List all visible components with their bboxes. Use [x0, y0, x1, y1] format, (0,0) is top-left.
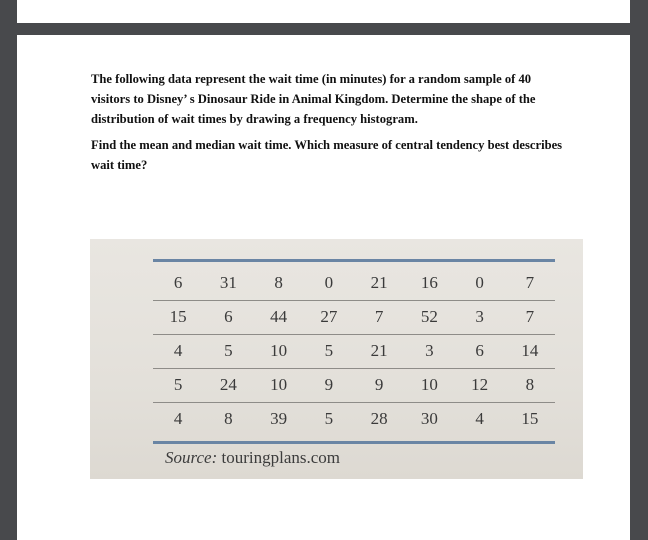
- table-cell: 4: [475, 409, 484, 428]
- table-cell: 10: [270, 375, 288, 394]
- table-cell: 0: [324, 273, 334, 292]
- table-cell: 15: [169, 307, 187, 326]
- table-bottom-rule: [153, 441, 555, 444]
- table-cell: 4: [173, 341, 183, 360]
- problem-question: Find the mean and median wait time. Which measure of central tendency best describes wait time?: [91, 138, 563, 172]
- table-cell: 30: [420, 409, 438, 428]
- table-cell: 21: [370, 273, 388, 292]
- table-cell: 3: [425, 341, 434, 360]
- table-cell: 24: [219, 375, 237, 394]
- table-cell: 6: [475, 341, 484, 360]
- table-cell: 7: [525, 307, 535, 326]
- table-row: [153, 334, 555, 368]
- source-caption: [165, 448, 340, 468]
- table-row: [153, 402, 555, 436]
- table-cell: 52: [420, 307, 438, 326]
- table-cell: 6: [224, 307, 233, 326]
- wait-time-table: [153, 266, 555, 436]
- table-cell: 8: [274, 273, 283, 292]
- table-cell: 3: [475, 307, 484, 326]
- table-cell: 21: [370, 341, 388, 360]
- table-cell: 27: [320, 307, 338, 326]
- table-cell: 16: [420, 273, 438, 292]
- problem-statement: The following data represent the wait time (in minutes) for a random sample of 40 visitors to Disney’ s Dinosaur Ride in Animal Kingdom. Determine the shape of the distribution of wait times by drawing a frequency histogram.: [91, 72, 536, 126]
- table-row: [153, 300, 555, 334]
- table-cell: 28: [370, 409, 388, 428]
- table-cell: 31: [219, 273, 237, 292]
- table-cell: 0: [475, 273, 484, 292]
- table-cell: 6: [173, 273, 183, 292]
- previous-page-edge: [17, 0, 630, 23]
- table-cell: 15: [521, 409, 539, 428]
- table-cell: 5: [324, 341, 334, 360]
- table-cell: 9: [374, 375, 384, 394]
- table-cell: 7: [525, 273, 535, 292]
- data-table-photo: [90, 239, 583, 479]
- table-cell: 5: [173, 375, 183, 394]
- table-cell: 8: [224, 409, 233, 428]
- document-page: [17, 35, 630, 540]
- table-cell: 10: [420, 375, 438, 394]
- table-row: [153, 266, 555, 300]
- table-top-rule: [153, 259, 555, 262]
- table-cell: 7: [374, 307, 384, 326]
- table-cell: 39: [270, 409, 288, 428]
- table-cell: 5: [224, 341, 233, 360]
- table-cell: 14: [521, 341, 539, 360]
- table-cell: 4: [173, 409, 183, 428]
- table-cell: 8: [525, 375, 535, 394]
- table-cell: 5: [324, 409, 334, 428]
- table-cell: 12: [471, 375, 489, 394]
- table-cell: 9: [324, 375, 334, 394]
- table-cell: 10: [270, 341, 288, 360]
- table-cell: 44: [270, 307, 288, 326]
- table-row: [153, 368, 555, 402]
- source-label: Source:: [165, 448, 218, 467]
- source-text: touringplans.com: [221, 448, 341, 467]
